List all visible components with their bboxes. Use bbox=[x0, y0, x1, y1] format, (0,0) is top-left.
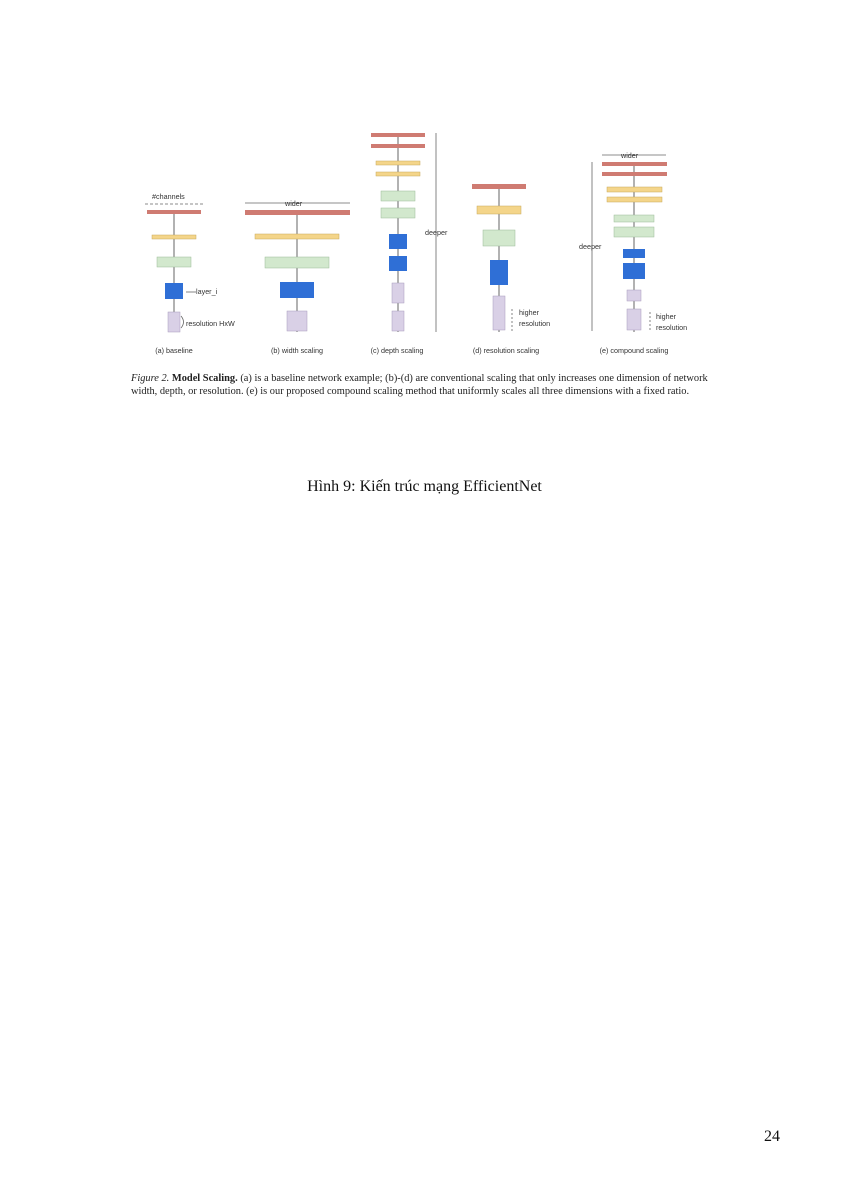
layer-block bbox=[245, 210, 350, 215]
layer-block bbox=[602, 162, 667, 166]
efficientnet-scaling-figure bbox=[0, 0, 849, 420]
layer-block bbox=[607, 187, 662, 192]
resolution-label-e: resolution bbox=[656, 323, 688, 332]
layer-block bbox=[602, 172, 667, 176]
layer-block bbox=[371, 133, 425, 137]
layer-block bbox=[157, 257, 191, 267]
layer-block bbox=[493, 296, 505, 330]
layer-block bbox=[389, 234, 407, 249]
layer-block bbox=[623, 249, 645, 258]
layer-block bbox=[381, 208, 415, 218]
deeper-label-e: deeper bbox=[579, 242, 602, 251]
layer-block bbox=[627, 290, 641, 301]
page-number: 24 bbox=[764, 1128, 780, 1145]
layer-block bbox=[381, 191, 415, 201]
layer-block bbox=[389, 256, 407, 271]
figure-title: Hình 9: Kiến trúc mạng EfficientNet bbox=[307, 478, 542, 495]
layer-block bbox=[392, 311, 404, 331]
panel-b-label: (b) width scaling bbox=[271, 346, 323, 355]
column-e-compound bbox=[592, 155, 667, 331]
layer-block bbox=[607, 197, 662, 202]
layer-block bbox=[280, 282, 314, 298]
layer-block bbox=[614, 227, 654, 237]
layer-block bbox=[472, 184, 526, 189]
figure-caption-title: Model Scaling. bbox=[171, 373, 238, 384]
layer-block bbox=[627, 309, 641, 330]
deeper-label-c: deeper bbox=[425, 228, 448, 237]
higher-label-e: higher bbox=[656, 312, 676, 321]
layer-block bbox=[371, 144, 425, 148]
layer-block bbox=[376, 161, 420, 165]
layer-block bbox=[287, 311, 307, 331]
layer-block bbox=[376, 172, 420, 176]
panel-e-label: (e) compound scaling bbox=[599, 346, 669, 355]
layer-block bbox=[165, 283, 183, 299]
panel-d-label: (d) resolution scaling bbox=[472, 346, 540, 355]
resolution-label: resolution HxW bbox=[186, 319, 235, 328]
layer-block bbox=[614, 215, 654, 222]
resolution-brace bbox=[181, 316, 184, 328]
figure-caption-label: Figure 2. bbox=[131, 373, 170, 384]
layer-block bbox=[483, 230, 515, 246]
layer-block bbox=[490, 260, 508, 285]
panel-c-label: (c) depth scaling bbox=[370, 346, 424, 355]
layer-i-label: layer_i bbox=[196, 287, 218, 296]
layer-block bbox=[265, 257, 329, 268]
model-scaling-diagram bbox=[0, 0, 849, 370]
wider-label-b: wider bbox=[285, 199, 303, 208]
layer-block bbox=[152, 235, 196, 239]
layer-block bbox=[623, 263, 645, 279]
layer-block bbox=[255, 234, 339, 239]
layer-block bbox=[392, 283, 404, 303]
layer-block bbox=[168, 312, 180, 332]
wider-label-e: wider bbox=[621, 151, 639, 160]
layer-block bbox=[477, 206, 521, 214]
channels-label: #channels bbox=[152, 192, 185, 201]
figure-caption-text: (a) is a baseline network example; (b)-(d) are conventional scaling that only increases one dimension of network width, depth, or resolution. (e) is our proposed compound scaling method that uniformly scales all three dimensions with a fixed ratio. bbox=[131, 373, 708, 397]
panel-a-label: (a) baseline bbox=[155, 346, 193, 355]
layer-block bbox=[147, 210, 201, 214]
resolution-label-d: resolution bbox=[519, 319, 551, 328]
higher-label-d: higher bbox=[519, 308, 539, 317]
figure-caption bbox=[131, 372, 731, 398]
